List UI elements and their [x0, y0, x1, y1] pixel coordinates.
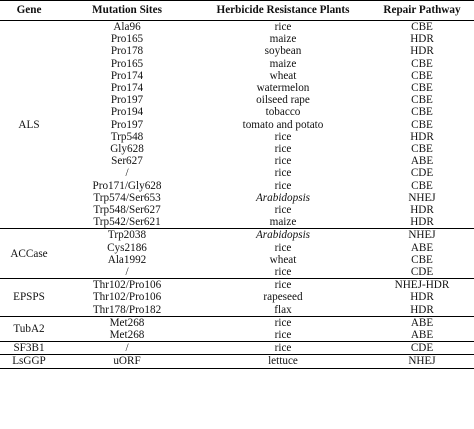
resistance-plant-cell: maize — [269, 33, 297, 46]
header-mutation-sites: Mutation Sites — [58, 1, 196, 21]
resistance-plant-cell: rice — [274, 241, 292, 254]
table-row — [0, 167, 474, 179]
repair-pathway-cell: CDE — [370, 342, 474, 355]
mutation-site-cell: Trp548 — [110, 130, 144, 143]
resistance-plant-cell: rice — [274, 21, 292, 33]
resistance-plant-cell: Arabidopsis — [196, 229, 370, 242]
gene-group — [0, 21, 474, 229]
mutation-site-cell: Pro165 — [110, 33, 144, 46]
gene-group — [0, 355, 474, 368]
repair-pathway-cell: CBE — [411, 106, 433, 119]
table-row — [0, 192, 474, 204]
mutation-site-cell: Ala1992 — [107, 253, 147, 266]
table-row — [0, 94, 474, 106]
mutation-site-cell: Trp548/Ser627 — [93, 204, 161, 217]
table-row — [0, 70, 474, 82]
repair-pathway-cell: ABE — [410, 329, 434, 342]
resistance-plant-cell: rice — [274, 130, 292, 143]
table-row — [0, 291, 474, 303]
repair-pathway-cell: CBE — [411, 179, 433, 192]
gene-cell: LsGGP — [0, 355, 58, 368]
table-header — [0, 1, 474, 21]
table-row — [0, 229, 474, 242]
table-row — [0, 21, 474, 34]
mutation-site-cell: Trp542/Ser621 — [93, 216, 161, 229]
resistance-plant-cell: wheat — [269, 69, 297, 82]
mutation-site-cell: Ala96 — [113, 21, 141, 33]
table-row — [0, 242, 474, 254]
resistance-plant-cell: rice — [274, 167, 292, 180]
resistance-plant-cell: rice — [196, 279, 370, 292]
header-repair-pathway: Repair Pathway — [370, 1, 474, 21]
mutation-site-cell: Pro174 — [110, 69, 144, 82]
table-row — [0, 216, 474, 229]
gene-cell: TubA2 — [0, 316, 58, 341]
resistance-plant-cell: lettuce — [196, 355, 370, 368]
table-row — [0, 131, 474, 143]
mutation-site-cell: Thr102/Pro106 — [92, 291, 162, 304]
mutation-site-cell: Ser627 — [111, 155, 143, 168]
table-row — [0, 254, 474, 266]
resistance-plant-cell: maize — [269, 216, 297, 229]
resistance-plant-cell: rapeseed — [263, 291, 303, 304]
gene-cell: SF3B1 — [0, 342, 58, 355]
repair-pathway-cell: ABE — [370, 316, 474, 329]
repair-pathway-cell: HDR — [410, 216, 434, 229]
resistance-plant-cell: rice — [196, 316, 370, 329]
repair-pathway-cell: NHEJ — [370, 355, 474, 368]
table-row — [0, 279, 474, 292]
table-row — [0, 106, 474, 118]
resistance-plant-cell: rice — [274, 179, 292, 192]
resistance-plant-cell: rice — [196, 342, 370, 355]
repair-pathway-cell: CDE — [410, 167, 434, 180]
repair-pathway-cell: CBE — [411, 69, 433, 82]
resistance-plant-cell: Arabidopsis — [255, 191, 311, 204]
header-row — [0, 1, 474, 21]
table-row — [0, 45, 474, 57]
resistance-plant-cell: rice — [274, 266, 292, 279]
resistance-plant-cell: rice — [274, 143, 292, 156]
repair-pathway-cell: NHEJ-HDR — [370, 279, 474, 292]
repair-pathway-cell: HDR — [410, 303, 434, 316]
gene-cell: ACCase — [0, 229, 58, 279]
gene-group — [0, 342, 474, 355]
table-row — [0, 33, 474, 45]
repair-pathway-cell: CBE — [411, 118, 433, 131]
table-row — [0, 155, 474, 167]
mutation-site-cell: Pro194 — [110, 106, 144, 119]
resistance-plant-cell: rice — [274, 204, 292, 217]
mutation-site-cell: Pro197 — [110, 118, 144, 131]
resistance-plant-cell: rice — [274, 329, 292, 342]
table-row — [0, 355, 474, 368]
table-row — [0, 316, 474, 329]
mutation-site-cell: Pro197 — [110, 94, 144, 107]
table-row — [0, 204, 474, 216]
repair-pathway-cell: HDR — [410, 291, 434, 304]
mutation-site-cell: Pro171/Gly628 — [92, 179, 162, 192]
mutation-site-cell: / — [58, 342, 196, 355]
repair-pathway-cell: ABE — [410, 241, 434, 254]
table-row — [0, 143, 474, 155]
table-row — [0, 266, 474, 279]
repair-pathway-cell: CBE — [411, 253, 433, 266]
table-row — [0, 119, 474, 131]
resistance-plant-cell: rice — [274, 155, 292, 168]
repair-pathway-cell: CBE — [411, 57, 433, 70]
resistance-plant-cell: watermelon — [256, 82, 310, 95]
mutation-site-cell: Trp2038 — [58, 229, 196, 242]
mutation-site-cell: Pro178 — [110, 45, 144, 58]
table-row — [0, 82, 474, 94]
mutation-site-cell: Gly628 — [110, 143, 144, 156]
header-resistance-plants: Herbicide Resistance Plants — [196, 1, 370, 21]
mutation-site-cell: Trp574/Ser653 — [93, 191, 161, 204]
mutation-site-cell: Pro174 — [110, 82, 144, 95]
resistance-plant-cell: soybean — [264, 45, 302, 58]
table-row — [0, 342, 474, 355]
mutation-site-cell: Met268 — [109, 329, 145, 342]
table-row — [0, 58, 474, 70]
resistance-plant-cell: tobacco — [265, 106, 301, 119]
gene-group — [0, 229, 474, 279]
table-row — [0, 304, 474, 317]
gene-cell: ALS — [18, 118, 40, 131]
mutation-site-cell: uORF — [58, 355, 196, 368]
repair-pathway-cell: CBE — [411, 94, 433, 107]
mutation-site-cell: Thr102/Pro106 — [58, 279, 196, 292]
repair-pathway-cell: HDR — [410, 204, 434, 217]
repair-pathway-cell: HDR — [410, 33, 434, 46]
table-row — [0, 180, 474, 192]
header-gene: Gene — [0, 1, 58, 21]
repair-pathway-cell: CBE — [411, 143, 433, 156]
mutation-site-cell: Pro165 — [110, 57, 144, 70]
resistance-plant-cell: maize — [269, 57, 297, 70]
resistance-plant-cell: oilseed rape — [256, 94, 310, 107]
mutation-site-cell: / — [125, 167, 129, 180]
mutation-site-cell: / — [125, 266, 129, 279]
repair-pathway-cell: NHEJ — [408, 191, 436, 204]
mutation-site-cell: Cys2186 — [107, 241, 147, 254]
mutation-site-cell: Thr178/Pro182 — [92, 303, 162, 316]
repair-pathway-cell: HDR — [410, 130, 434, 143]
repair-pathway-cell: CBE — [411, 82, 433, 95]
mutation-site-cell: Met268 — [58, 316, 196, 329]
repair-pathway-cell: NHEJ — [370, 229, 474, 242]
gene-group — [0, 316, 474, 341]
resistance-plant-cell: wheat — [269, 253, 297, 266]
table-row — [0, 329, 474, 342]
resistance-plant-cell: tomato and potato — [242, 118, 324, 131]
repair-pathway-cell: ABE — [410, 155, 434, 168]
gene-cell: EPSPS — [0, 279, 58, 317]
resistance-plant-cell: flax — [274, 303, 292, 316]
repair-pathway-cell: HDR — [410, 45, 434, 58]
gene-group — [0, 279, 474, 317]
repair-pathway-cell: CDE — [410, 266, 434, 279]
repair-pathway-cell: CBE — [411, 21, 433, 33]
